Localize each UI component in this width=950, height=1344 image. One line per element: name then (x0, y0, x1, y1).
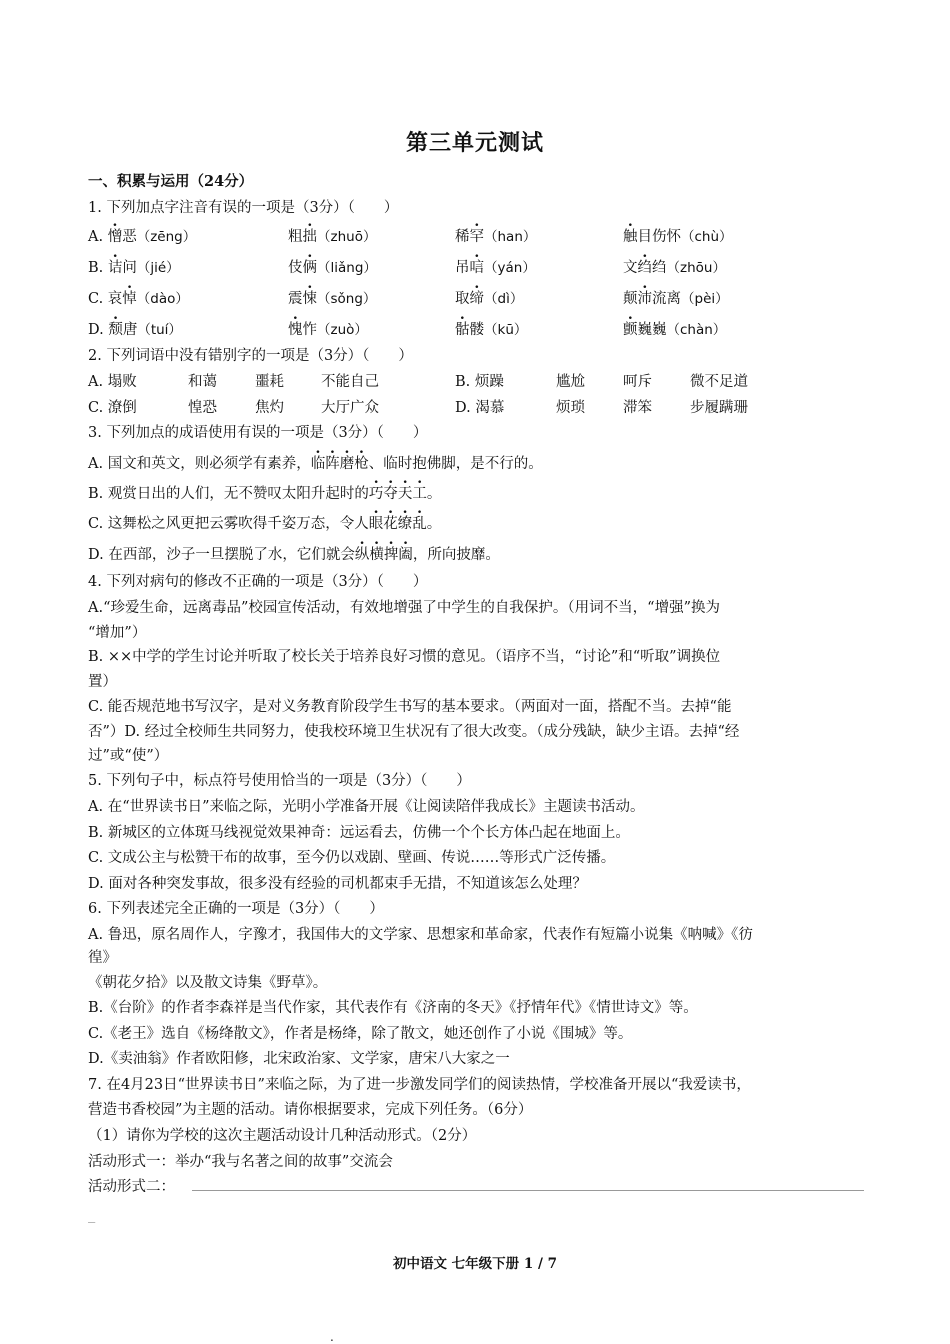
emphasis-char: 夺 (383, 486, 398, 502)
q1-option-cell (88, 258, 180, 278)
word-pre: 颠 (623, 291, 638, 307)
emphasis-char: 磨 (339, 456, 355, 472)
q2-word: 步履蹒珊 (690, 400, 748, 416)
word-pre: C. 哀 (88, 291, 123, 307)
emphasis-char: 临 (310, 456, 326, 472)
emphasis-char: 纵 (354, 547, 370, 563)
q1-option-cell (88, 289, 189, 309)
emphasis-char: 拙 (302, 229, 317, 245)
q2-word: 尴尬 (556, 374, 585, 390)
q4-line: B. ××中学的学生讨论并听取了校长关于培养良好习惯的意见。（语序不当，“讨论”和“听取”调换位 (88, 649, 721, 666)
sentence-post: 、临时抱佛脚，是不行的。 (368, 456, 543, 472)
word-post: 目伤怀 (637, 229, 681, 245)
word-pre: 文 (623, 260, 638, 276)
page-footer: 初中语文 七年级下册 1 / 7 (392, 1256, 558, 1272)
q2-word: C. 潦倒 (88, 400, 137, 416)
emphasis-char: 缔 (469, 291, 484, 307)
emphasis-char: 枪 (354, 456, 369, 472)
word-post: 流离 (652, 291, 681, 307)
sentence-pre: B. 观赏日出的人们，无不赞叹太阳升起时的 (88, 486, 369, 502)
pinyin: （dào） (136, 291, 189, 307)
word-post: 问 (122, 260, 137, 276)
q1-option-cell (455, 258, 536, 278)
emphasis-char: 沛 (637, 291, 652, 307)
emphasized-idiom (369, 486, 427, 502)
activity-form-2-label: 活动形式二： (88, 1179, 175, 1195)
emphasis-char: 诘 (107, 260, 123, 276)
emphasis-char: 巧 (368, 486, 384, 502)
page-title: 第三单元测试 (405, 130, 544, 156)
emphasis-char: 憎 (107, 229, 123, 245)
emphasis-char: 悼 (122, 291, 137, 307)
pinyin: （zhuō） (317, 229, 377, 245)
section-heading: 一、积累与运用（24分） (88, 173, 254, 190)
emphasized-idiom (311, 456, 369, 472)
pinyin: （yán） (484, 260, 536, 276)
emphasis-char: 俩 (302, 260, 317, 276)
emphasis-char: 阵 (325, 456, 340, 472)
q3-option (88, 514, 441, 534)
emphasis-char: 触 (623, 229, 638, 245)
emphasis-char: 花 (383, 516, 398, 532)
q3-option (88, 454, 543, 474)
emphasis-char: 罕 (469, 229, 484, 245)
word-pre: B. (88, 260, 108, 276)
word-post: 绉 (652, 260, 667, 276)
sentence-post: 。 (426, 516, 442, 532)
word-pre: 稀 (455, 229, 470, 245)
q2-word: 焦灼 (255, 400, 284, 416)
emphasis-char: 眼 (368, 516, 384, 532)
q5-stem: 5. 下列句子中，标点符号使用恰当的一项是（3分）（ ） (88, 773, 471, 789)
pinyin: （sǒng） (317, 291, 377, 307)
q6-line: C.《老王》选自《杨绛散文》，作者是杨绛，除了散文，她还创作了小说《围城》等。 (88, 1026, 633, 1042)
sentence-post: ，所向披靡。 (412, 547, 500, 563)
q2-word: A. 塌败 (88, 374, 137, 390)
q2-option-row (88, 372, 868, 394)
q4-line: A.“珍爱生命，远离毒品”校园宣传活动，有效地增强了中学生的自我保护。（用词不当，“增强”换为 (88, 600, 720, 616)
q1-option-cell (623, 320, 726, 340)
emphasis-char: 横 (369, 547, 384, 563)
q1-option-cell (88, 227, 196, 247)
pinyin: （kū） (484, 322, 528, 338)
q2-word: 呵斥 (623, 374, 652, 390)
q4-line: C. 能否规范地书写汉字，是对义务教育阶段学生书写的基本要求。（两面对一面，搭配不当。去掉“能 (88, 698, 732, 715)
stray-mark: . (330, 1330, 334, 1344)
q4-stem: 4. 下列对病句的修改不正确的一项是（3分）（ ） (88, 574, 428, 590)
q7-line: 营造书香校园”为主题的活动。请你根据要求，完成下列任务。（6分） (88, 1102, 533, 1118)
emphasis-char: 骷 (455, 322, 470, 338)
q1-option-cell (288, 258, 377, 278)
word-post: 恶 (122, 229, 137, 245)
q6-stem: 6. 下列表述完全正确的一项是（3分）（ ） (88, 901, 384, 917)
word-pre: 震 (288, 291, 303, 307)
q2-word: 和蔼 (188, 374, 217, 390)
answer-blank-line[interactable] (192, 1190, 864, 1191)
word-post: 髅 (469, 322, 484, 338)
word-post: 唐 (122, 322, 138, 338)
q1-option-cell (455, 289, 523, 309)
q3-stem: 3. 下列加点的成语使用有误的一项是（3分）（ ） (88, 425, 428, 441)
q6-line: 《朝花夕拾》以及散文诗集《野草》。 (88, 975, 328, 991)
q2-word: 噩耗 (255, 374, 284, 390)
pinyin: （jié） (136, 260, 180, 276)
pinyin: （chàn） (666, 322, 727, 338)
emphasis-char: 天 (397, 486, 413, 502)
q1-option-cell (88, 320, 182, 340)
q2-word: D. 渴慕 (455, 400, 505, 416)
word-pre: 吊 (455, 260, 470, 276)
emphasis-char: 绉 (637, 260, 652, 276)
sentence-pre: C. 这舞松之风更把云雾吹得千姿万态，令人 (88, 516, 369, 532)
emphasis-char: 颓 (108, 322, 123, 338)
pinyin: （chù） (681, 229, 733, 245)
q5-line: C. 文成公主与松赞干布的故事，至今仍以戏剧、壁画、传说……等形式广泛传播。 (88, 850, 616, 867)
pinyin: （liǎng） (317, 260, 377, 276)
q2-word: 不能自己 (321, 374, 379, 390)
q2-word: 烦琐 (556, 400, 585, 416)
word-pre: 取 (455, 291, 470, 307)
q1-option-cell (455, 227, 536, 247)
emphasized-idiom (355, 547, 413, 563)
q4-line: “增加”） (88, 624, 147, 641)
q1-option-cell (455, 320, 527, 340)
q6-line: A. 鲁迅，原名周作人，字豫才，我国伟大的文学家、思想家和革命家，代表作有短篇小说集《呐喊》《彷 (88, 927, 753, 943)
q7-line: 活动形式一：举办“我与名著之间的故事”交流会 (88, 1154, 393, 1170)
q1-option-cell (623, 227, 733, 247)
q2-option-row (88, 398, 868, 420)
word-pre: 粗 (288, 229, 303, 245)
word-pre: D. (88, 322, 109, 338)
pinyin: （han） (484, 229, 537, 245)
emphasis-char: 颤 (623, 322, 638, 338)
q2-stem: 2. 下列词语中没有错别字的一项是（3分）（ ） (88, 348, 413, 364)
word-pre: A. (88, 229, 108, 245)
emphasis-char: 唁 (469, 260, 484, 276)
word-post: 巍巍 (637, 322, 667, 338)
pinyin: （zēng） (136, 229, 197, 245)
emphasis-char: 捭 (383, 547, 399, 563)
q1-option-row (88, 320, 868, 342)
q5-line: B. 新城区的立体斑马线视觉效果神奇：远运看去，仿佛一个个长方体凸起在地面上。 (88, 824, 630, 841)
q2-word: B. 烦躁 (455, 374, 504, 390)
q5-line: A. 在“世界读书日”来临之际，光明小学准备开展《让阅读陪伴我成长》主题读书活动。 (88, 799, 645, 815)
sentence-pre: A. 国文和英文，则必须学有素养， (88, 456, 311, 472)
q6-line: B.《台阶》的作者李森祥是当代作家，其代表作有《济南的冬天》《抒情年代》《情世诗文》等。 (88, 1000, 698, 1016)
q1-option-cell (623, 258, 726, 278)
emphasis-char: 阖 (398, 547, 413, 563)
answer-blank-trail: _ (88, 1207, 96, 1223)
pinyin: （zhōu） (666, 260, 726, 276)
q6-line: D.《卖油翁》作者欧阳修，北宋政治家、文学家，唐宋八大家之一 (88, 1051, 510, 1067)
pinyin: （dì） (484, 291, 524, 307)
sentence-post: 。 (426, 486, 442, 502)
q1-option-cell (288, 227, 376, 247)
q4-line: 否”）D. 经过全校师生共同努力，使我校环境卫生状况有了很大改变。（成分残缺，缺少主语。去掉“经 (88, 723, 740, 740)
pinyin: （pèi） (681, 291, 729, 307)
q6-line: 徨》 (88, 950, 117, 966)
q1-option-cell (623, 289, 729, 309)
q2-word: 微不足道 (690, 374, 748, 390)
q1-stem: 1. 下列加点字注音有误的一项是（3分）（ ） (88, 200, 399, 216)
emphasis-char: 缭 (397, 516, 413, 532)
q4-line: 过”或“使”） (88, 748, 169, 765)
emphasis-char: 愧 (288, 322, 303, 338)
word-pre: 伎 (288, 260, 303, 276)
emphasis-char: 乱 (412, 516, 427, 532)
q2-word: 惶恐 (188, 400, 217, 416)
emphasis-char: 悚 (302, 291, 317, 307)
pinyin: （zuò） (317, 322, 368, 338)
q7-line: 7. 在4月23日“世界读书日”来临之际，为了进一步激发同学们的阅读热情，学校准备开展以“我爱读书， (88, 1077, 751, 1093)
emphasized-idiom (369, 516, 427, 532)
emphasis-char: 工 (412, 486, 427, 502)
q1-option-cell (288, 289, 376, 309)
word-post: 怍 (302, 322, 317, 338)
q7-line: （1）请你为学校的这次主题活动设计几种活动形式。（2分） (88, 1128, 477, 1144)
q4-line: 置） (88, 674, 117, 691)
q2-word: 滞笨 (623, 400, 652, 416)
pinyin: （tuí） (137, 322, 182, 338)
q3-option (88, 545, 500, 565)
q2-word: 大厅广众 (321, 400, 379, 416)
sentence-pre: D. 在西部，沙子一旦摆脱了水，它们就会 (88, 547, 355, 563)
q1-option-cell (288, 320, 368, 340)
q1-option-row (88, 289, 868, 311)
q5-line: D. 面对各种突发事故，很多没有经验的司机都束手无措，不知道该怎么处理？ (88, 876, 587, 893)
